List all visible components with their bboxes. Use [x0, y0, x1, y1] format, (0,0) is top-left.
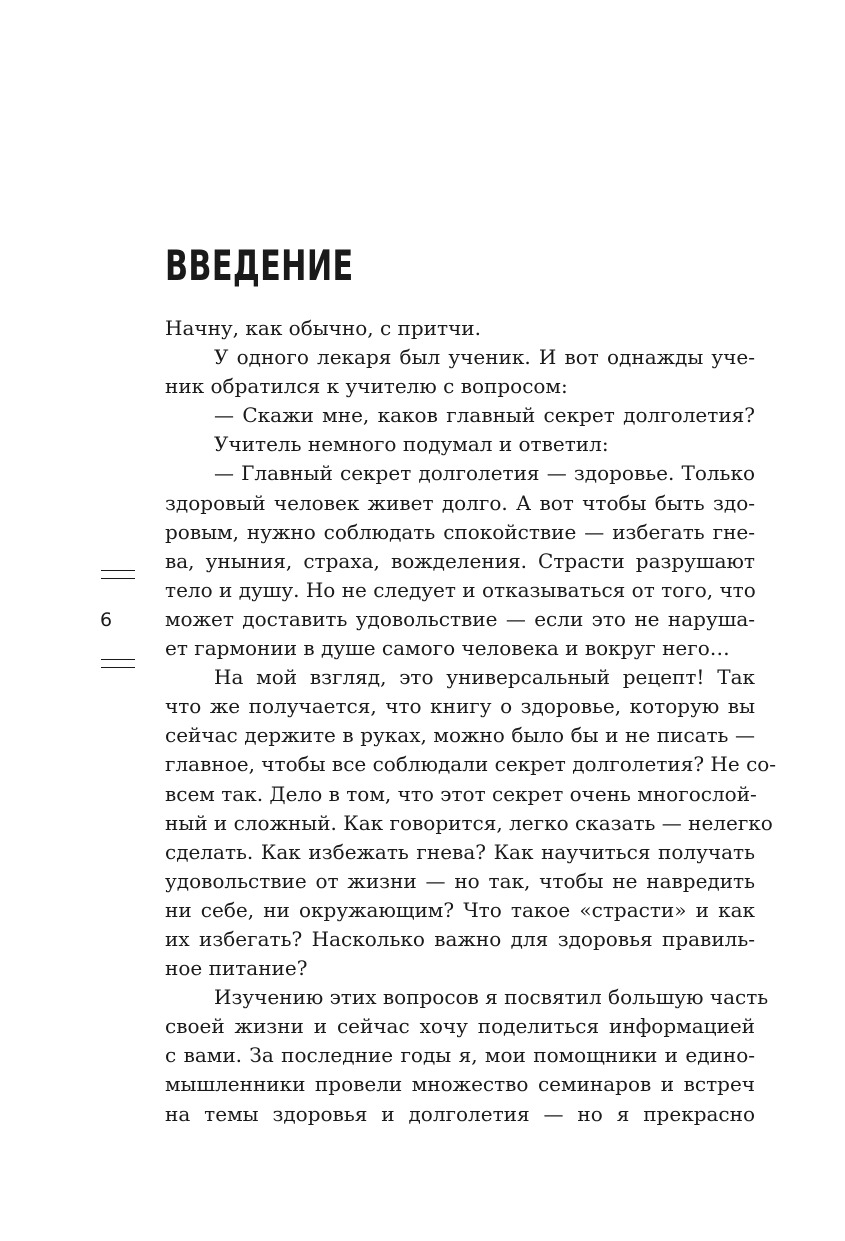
text-line: их избегать? Насколько важно для здоровья правиль-: [165, 926, 755, 951]
page-number: 6: [100, 609, 113, 631]
text-line: может доставить удовольствие — если это не наруша-: [165, 606, 755, 631]
text-line: тело и душу. Но не следует и отказываться от того, что: [165, 577, 756, 602]
text-line: Изучению этих вопросов я посвятил большую часть: [214, 985, 769, 1010]
text-line: У одного лекаря был ученик. И вот однажды уче-: [214, 345, 755, 370]
text-line: ровым, нужно соблюдать спокойствие — избегать гне-: [165, 519, 755, 544]
text-line: на темы здоровья и долголетия — но я прекрасно: [165, 1101, 755, 1126]
text-line: здоровый человек живет долго. А вот чтобы быть здо-: [165, 490, 755, 515]
text-line: ник обратился к учителю с вопросом:: [165, 374, 568, 399]
text-line: что же получается, что книгу о здоровье, которую вы: [165, 694, 755, 719]
text-line: главное, чтобы все соблюдали секрет долголетия? Не со-: [165, 752, 777, 777]
text-line: сделать. Как избежать гнева? Как научиться получать: [165, 839, 755, 864]
text-line: сейчас держите в руках, можно было бы и не писать —: [165, 723, 755, 748]
margin-rule: [101, 667, 135, 668]
text-line: — Главный секрет долголетия — здоровье. Только: [214, 461, 755, 486]
chapter-title: ВВЕДЕНИЕ: [165, 241, 354, 290]
text-line: На мой взгляд, это универсальный рецепт! Так: [214, 665, 755, 690]
text-line: — Скажи мне, каков главный секрет долголетия?: [214, 403, 755, 428]
text-line: всем так. Дело в том, что этот секрет очень многослой-: [165, 781, 757, 806]
text-line: удовольствие от жизни — но так, чтобы не навредить: [165, 868, 755, 893]
text-line: мышленники провели множество семинаров и встреч: [165, 1072, 755, 1097]
text-line: ет гармонии в душе самого человека и вокруг него…: [165, 636, 730, 661]
text-line: Начну, как обычно, с притчи.: [165, 316, 481, 340]
text-line: ва, уныния, страха, вожделения. Страсти разрушают: [165, 548, 755, 573]
body-text: [165, 314, 777, 1129]
text-line: Учитель немного подумал и ответил:: [214, 432, 609, 457]
text-line: ни себе, ни окружающим? Что такое «страсти» и как: [165, 897, 755, 922]
margin-rule: [101, 659, 135, 660]
text-line: своей жизни и сейчас хочу поделиться информацией: [165, 1014, 755, 1039]
text-line: ный и сложный. Как говорится, легко сказать — нелегко: [165, 810, 773, 835]
text-line: ное питание?: [165, 956, 308, 981]
text-line: с вами. За последние годы я, мои помощники и едино-: [165, 1043, 755, 1068]
margin-rule: [101, 578, 135, 579]
margin-rule: [101, 570, 135, 571]
